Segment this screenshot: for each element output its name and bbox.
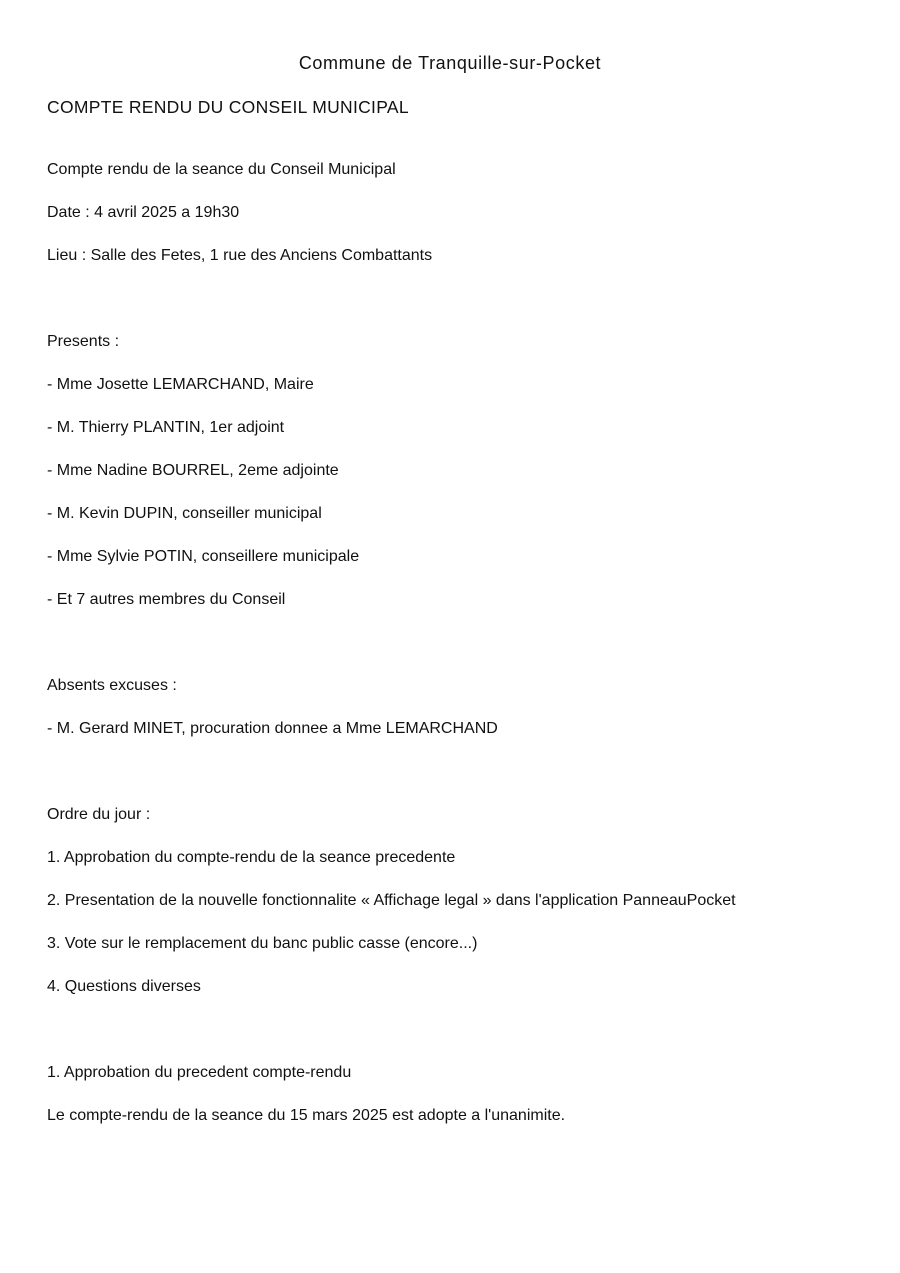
section-1-text: Le compte-rendu de la seance du 15 mars 2025 est adopte a l'unanimite. [47, 1107, 566, 1124]
agenda-item: 2. Presentation de la nouvelle fonctionnalite « Affichage legal » dans l'application PanneauPocket [47, 892, 736, 909]
absent-member: - M. Gerard MINET, procuration donnee a Mme LEMARCHAND [47, 720, 498, 737]
commune-header: Commune de Tranquille-sur-Pocket [298, 53, 602, 73]
agenda-label: Ordre du jour : [47, 806, 151, 823]
section-1-heading: 1. Approbation du precedent compte-rendu [47, 1064, 352, 1081]
present-member: - M. Kevin DUPIN, conseiller municipal [47, 505, 322, 522]
spacer [47, 289, 867, 332]
spacer [47, 633, 867, 676]
spacer [47, 1020, 867, 1063]
agenda-item: 4. Questions diverses [47, 978, 201, 995]
present-member: - Et 7 autres membres du Conseil [47, 591, 286, 608]
present-member: - Mme Nadine BOURREL, 2eme adjointe [47, 462, 339, 479]
document-body [47, 160, 867, 1149]
spacer [47, 762, 867, 805]
present-member: - Mme Josette LEMARCHAND, Maire [47, 376, 314, 393]
agenda-item: 1. Approbation du compte-rendu de la seance precedente [47, 849, 456, 866]
session-place: Lieu : Salle des Fetes, 1 rue des Anciens Combattants [47, 247, 433, 264]
session-date: Date : 4 avril 2025 a 19h30 [47, 204, 240, 221]
presents-label: Presents : [47, 333, 120, 350]
present-member: - M. Thierry PLANTIN, 1er adjoint [47, 419, 285, 436]
agenda-item: 3. Vote sur le remplacement du banc public casse (encore...) [47, 935, 478, 952]
present-member: - Mme Sylvie POTIN, conseillere municipale [47, 548, 360, 565]
absents-label: Absents excuses : [47, 677, 177, 694]
session-heading: Compte rendu de la seance du Conseil Municipal [47, 161, 396, 178]
document-title: COMPTE RENDU DU CONSEIL MUNICIPAL [47, 97, 409, 117]
